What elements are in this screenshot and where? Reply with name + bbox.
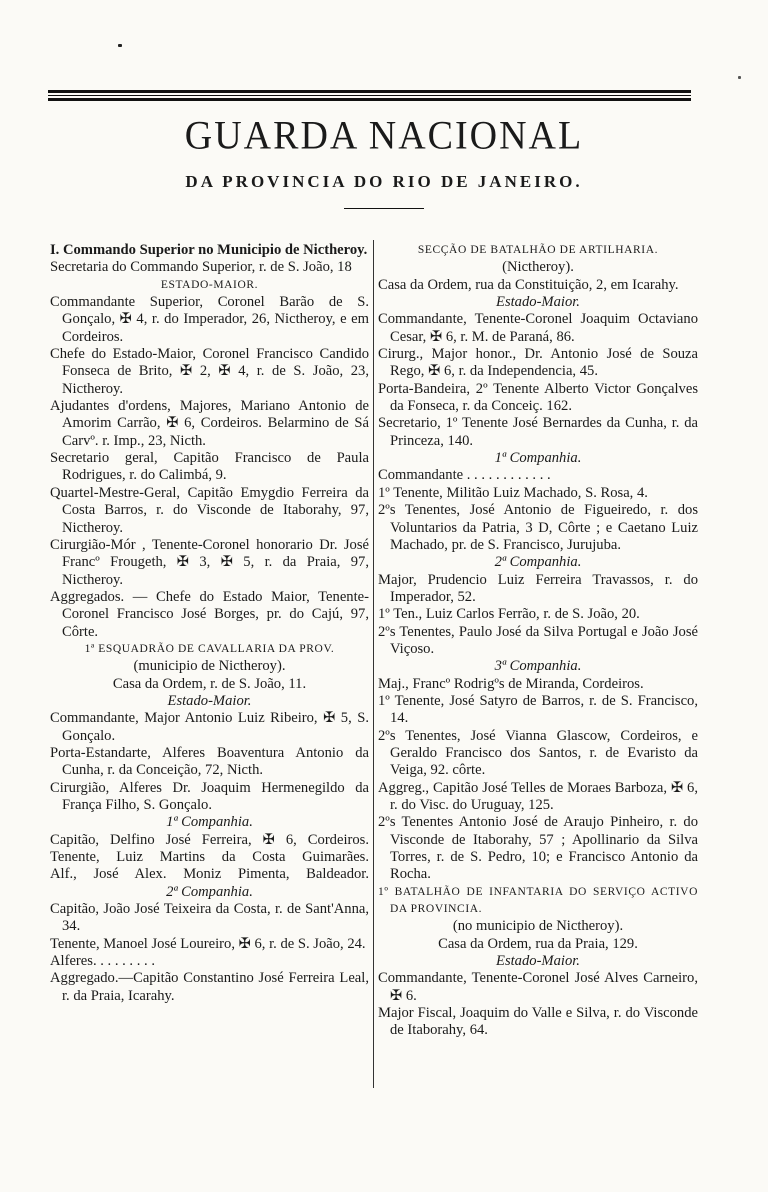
- left-entry: Cirurgião, Alferes Dr. Joaquim Hermenegildo da França Filho, S. Gonçalo.: [50, 779, 369, 813]
- right-entry: Commandante, Tenente-Coronel José Alves Carneiro, ✠ 6.: [378, 970, 698, 1004]
- right-entry: Estado-Maior.: [496, 294, 580, 311]
- left-entry: 1ª ESQUADRÃO DE CAVALLARIA DA PROV.: [84, 642, 335, 655]
- right-entry: Cirurg., Major honor., Dr. Antonio José de Souza Rego, ✠ 6, r. da Independencia, 45.: [378, 346, 698, 380]
- right-entry: 1º BATALHÃO DE INFANTARIA DO SERVIÇO ACTIVO DA PROVINCIA.: [378, 885, 698, 916]
- right-entry: Casa da Ordem, rua da Praia, 129.: [438, 935, 638, 952]
- left-entry: Commandante, Major Antonio Luiz Ribeiro, ✠ 5, S. Gonçalo.: [50, 710, 369, 744]
- right-entry: Maj., Francº Rodrigºs de Miranda, Cordeiros.: [378, 675, 644, 692]
- right-entry: 1º Tenente, Militão Luiz Machado, S. Rosa, 4.: [378, 484, 648, 501]
- right-entry: Commandante . . . . . . . . . . . .: [378, 467, 551, 484]
- left-entry: Aggregados. — Chefe do Estado Maior, Tenente-Coronel Francisco José Borges, pr. do Cajú, 97, Côrte.: [50, 588, 369, 640]
- title-separator: [344, 208, 424, 209]
- right-entry: 2ºs Tenentes Antonio José de Araujo Pinheiro, r. do Visconde de Itaborahy, 57 ; Apollinario da Silva Torres, r. de S. Pedro, 10; e Francisco Antonio da Rocha.: [378, 814, 698, 883]
- left-entry: Estado-Maior.: [167, 692, 252, 709]
- right-entry: Commandante, Tenente-Coronel Joaquim Octaviano Cesar, ✠ 6, r. M. de Paraná, 86.: [378, 311, 698, 345]
- left-entry: Casa da Ordem, r. de S. João, 11.: [112, 675, 307, 692]
- right-entry: 2ºs Tenentes, Paulo José da Silva Portugal e João José Viçoso.: [378, 623, 698, 657]
- left-entry: Secretario geral, Capitão Francisco de Paula Rodrigues, r. do Calimbá, 9.: [50, 450, 369, 484]
- left-entry: Aggregado.—Capitão Constantino José Ferreira Leal, r. da Praia, Icarahy.: [50, 970, 369, 1004]
- header-rule-thin: [48, 95, 691, 96]
- left-entry: Tenente, Manoel José Loureiro, ✠ 6, r. de S. João, 24.: [50, 935, 366, 952]
- right-entry: Aggreg., Capitão José Telles de Moraes Barboza, ✠ 6, r. do Visc. do Uruguay, 125.: [378, 779, 698, 813]
- left-entry: ESTADO-MAIOR.: [160, 278, 259, 291]
- page-title: GUARDA NACIONAL: [184, 113, 584, 159]
- right-column: [378, 242, 698, 1040]
- right-entry: (no municipio de Nictheroy).: [452, 918, 624, 935]
- right-entry: Casa da Ordem, rua da Constituição, 2, em Icarahy.: [378, 276, 679, 293]
- left-entry: Porta-Estandarte, Alferes Boaventura Antonio da Cunha, r. da Conceição, 72, Nicth.: [50, 744, 369, 779]
- right-entry: 2ª Companhia.: [494, 554, 582, 571]
- left-entry: Capitão, Delfino José Ferreira, ✠ 6, Cordeiros.: [50, 831, 369, 848]
- right-entry: 2ºs Tenentes, José Antonio de Figueiredo, r. dos Voluntarios da Patria, 3 D, Côrte ; e Caetano Luiz Machado, pr. de S. Francisco, Jurujuba.: [378, 502, 698, 553]
- ink-speck-right: [738, 76, 741, 79]
- left-entry: I. Commando Superior no Municipio de Nictheroy.: [50, 242, 368, 258]
- left-entry: Commandante Superior, Coronel Barão de S. Gonçalo, ✠ 4, r. do Imperador, 26, Nictheroy, e em Cordeiros.: [50, 294, 369, 345]
- right-entry: (Nictheroy).: [502, 259, 574, 276]
- left-entry: Alf., José Alex. Moniz Pimenta, Baldeador.: [50, 866, 369, 883]
- right-entry: 2ºs Tenentes, José Vianna Glascow, Cordeiros, e Geraldo Francisco dos Santos, r. de Evaristo da Veiga, 92. côrte.: [378, 727, 698, 779]
- right-entry: Estado-Maior.: [496, 953, 580, 970]
- left-entry: (municipio de Nictheroy).: [133, 658, 286, 675]
- right-entry: Major Fiscal, Joaquim do Valle e Silva, r. do Visconde de Itaborahy, 64.: [378, 1005, 698, 1039]
- left-entry: Quartel-Mestre-Geral, Capitão Emygdio Ferreira da Costa Barros, r. do Visconde de Itaborahy, 97, Nictheroy.: [50, 484, 369, 536]
- right-entry: Porta-Bandeira, 2º Tenente Alberto Victor Gonçalves da Fonseca, r. da Conceiç. 162.: [378, 380, 698, 415]
- left-entry: Ajudantes d'ordens, Majores, Mariano Antonio de Amorim Carrão, ✠ 6, Cordeiros. Belarmino de Sá Carvº. r. Imp., 23, Nicth.: [50, 398, 369, 449]
- column-divider: [373, 240, 374, 1088]
- right-entry: SECÇÃO DE BATALHÃO DE ARTILHARIA.: [417, 244, 659, 256]
- left-entry: Cirurgião-Mór , Tenente-Coronel honorario Dr. José Francº Frougeth, ✠ 3, ✠ 5, r. da Praia, 97, Nictheroy.: [50, 536, 369, 588]
- left-entry: 1ª Companhia.: [166, 814, 253, 831]
- left-entry: Capitão, João José Teixeira da Costa, r. de Sant'Anna, 34.: [50, 901, 369, 935]
- right-entry: Secretario, 1º Tenente José Bernardes da Cunha, r. da Princeza, 140.: [378, 415, 698, 449]
- right-entry: 1º Tenente, José Satyro de Barros, r. de S. Francisco, 14.: [378, 692, 698, 727]
- header-rule-thick-bottom: [48, 98, 691, 101]
- left-entry: Alferes. . . . . . . . .: [50, 953, 155, 970]
- right-entry: 1º Ten., Luiz Carlos Ferrão, r. de S. João, 20.: [378, 606, 640, 623]
- header-rule-thick-top: [48, 90, 691, 93]
- right-entry: 3ª Companhia.: [494, 658, 582, 675]
- left-entry: Secretaria do Commando Superior, r. de S. João, 18: [50, 259, 352, 276]
- left-entry: 2ª Companhia.: [166, 883, 253, 900]
- right-entry: Major, Prudencio Luiz Ferreira Travassos, r. do Imperador, 52.: [378, 571, 698, 605]
- left-entry: Tenente, Luiz Martins da Costa Guimarães.: [50, 849, 369, 866]
- page-subtitle: DA PROVINCIA DO RIO DE JANEIRO.: [185, 172, 583, 191]
- left-entry: Chefe do Estado-Maior, Coronel Francisco Candido Fonseca de Brito, ✠ 2, ✠ 4, r. de S. João, 23, Nictheroy.: [50, 346, 369, 397]
- ink-speck: [118, 44, 122, 47]
- left-column: [50, 242, 369, 1005]
- right-entry: 1ª Companhia.: [494, 450, 582, 467]
